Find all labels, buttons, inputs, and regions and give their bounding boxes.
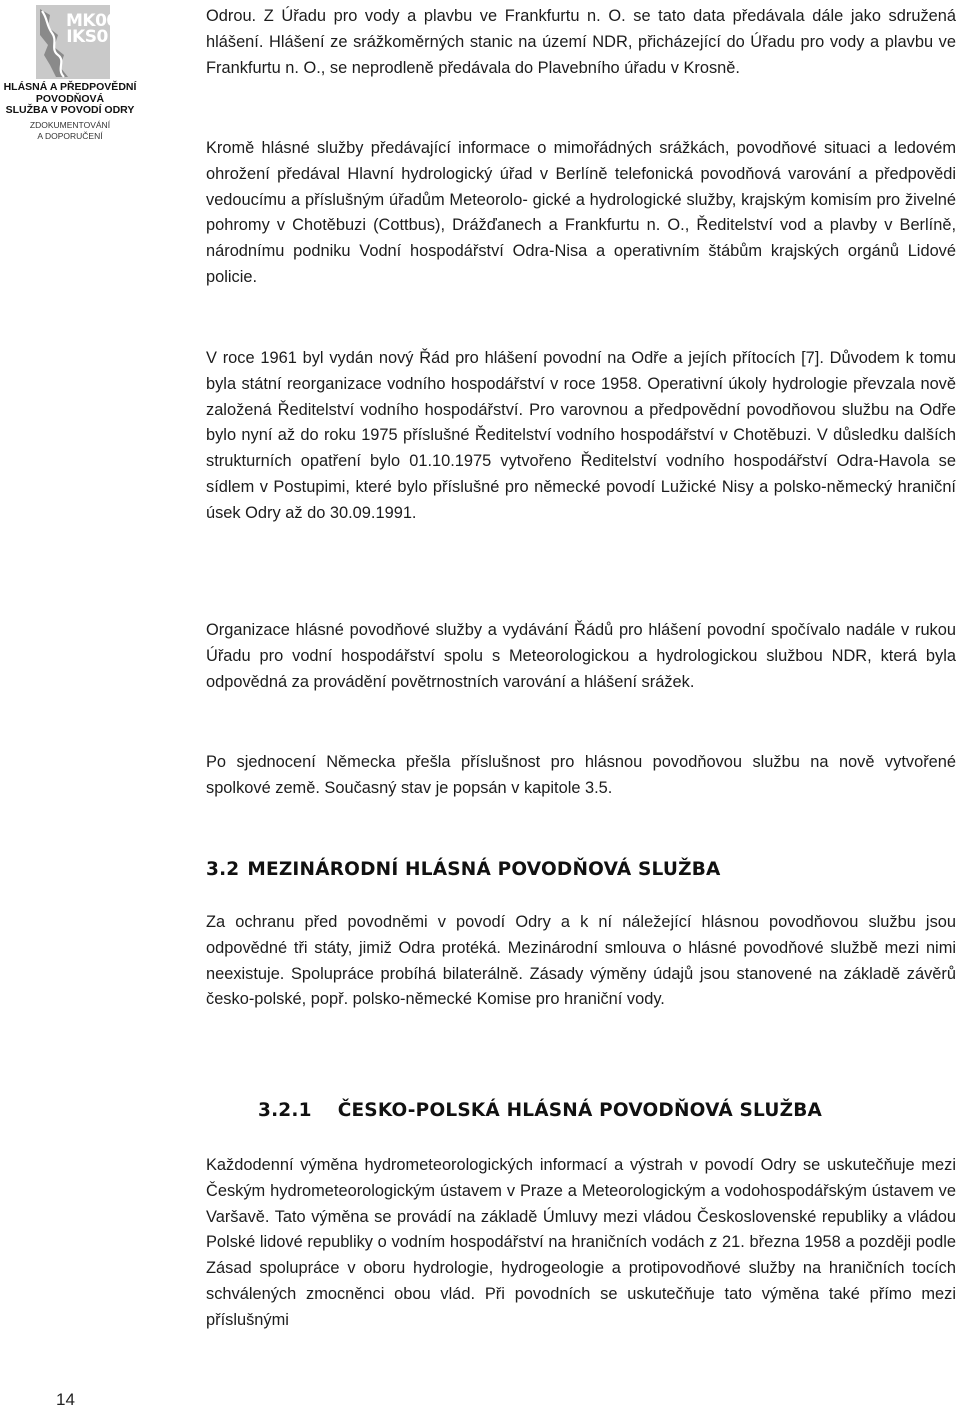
mkoo-ikso-logo [36,5,118,79]
section-heading [206,859,721,880]
publication-title-line: POVODŇOVÁ [35,92,105,105]
paragraph: Každodenní výměna hydrometeorologických informací a výstrah v povodí Odry se uskutečňuje mezi Českým hydrometeorologickým ústavem v Praze a Meteorologickým a vodohospodářským ústavem ve Varšavě. Tato výměna se provádí na základě Úmluvy mezi vládou Československé republiky a vládou Polské lidové republiky o vodním hospodářství na hraničních vodách z 21. března 1958 a později podle Zásad spolupráce v oboru hydrologie, hydrogeologie a protipovodňové služby na hraničních tocích schválených zmocněnci obou vlád. Při povodních se uskutečňuje tato výměna také přímo mezi příslušnými [206,1156,956,1329]
section-title: MEZINÁRODNÍ HLÁSNÁ POVODŇOVÁ SLUŽBA [247,859,721,880]
paragraph: Po sjednocení Německa přešla příslušnost pro hlásnou povodňovou službu na nově vytvořené spolkové země. Současný stav je popsán v kapitole 3.5. [206,753,956,797]
publication-subtitle-line: ZDOKUMENTOVÁNÍ [29,120,111,130]
publication-title-line: SLUŽBA V POVODÍ ODRY [5,104,135,116]
publication-subtitle-line: A DOPORUČENÍ [37,131,103,141]
paragraph: Za ochranu před povodněmi v povodí Odry a k ní náležející hlásnou povodňovou službu jsou odpovědné tři státy, jimiž Odra protéká. Mezinárodní smlouva o hlásné povodňové službě mezi nimi neexistuje. Spolupráce probíhá bilaterálně. Zásady výměny údajů jsou stanovené na základě závěrů česko-polské, popř. polsko-německé Komise pro hraniční vody. [206,913,956,1009]
page-number: 14 [56,1390,75,1409]
subsection-number: 3.2.1 [258,1100,312,1121]
publication-title-line: HLÁSNÁ A PŘEDPOVĚDNÍ [3,81,137,93]
publication-title [0,82,140,117]
paragraph: Odrou. Z Úřadu pro vody a plavbu ve Frankfurtu n. O. se tato data předávala dále jako sdružená hlášení. Hlášení ze srážkoměrných stanic na území NDR, přicházející do Úřadu pro vody a plavbu ve Frankfurtu n. O., se neprodleně předávala do Plavebního úřadu v Krosně. [206,7,956,77]
paragraph: Kromě hlásné služby předávající informace o mimořádných srážkách, povodňové situaci a ledovém ohrožení předával Hlavní hydrologický úřad v Berlíně telefonická povodňová varování a předpovědi vedoucímu a příslušným úřadům Meteorolo- gické a hydrologické služby, krajským komisím pro živelné pohromy v Chotěbuzi (Cottbus), Drážďanech a Frankfurtu n. O., Ředitelství vod a plavby v Berlíně, národnímu podniku Vodní hospodářství Odra-Nisa a operativním štábům krajských orgánů Lidové policie. [206,139,956,286]
sidebar [0,0,140,1409]
paragraph: V roce 1961 byl vydán nový Řád pro hlášení povodní na Odře a jejích přítocích [7]. Důvodem k tomu byla státní reorganizace vodního hospodářství v roce 1958. Operativní úkoly hydrologie převzala nově založená Ředitelství vodního hospodářství. Pro varovnou a předpovědní povodňovou službu na Odře bylo nyní až do roku 1975 příslušné Ředitelství vodního hospodářství v Chotěbuzi. V důsledku dalších strukturních opatření bylo 01.10.1975 vytvořeno Ředitelství vodního hospodářství Odra-Havola se sídlem v Postupimi, které bylo příslušné pro německé povodí Lužické Nisy a polsko-německý hraniční úsek Odry až do 30.09.1991. [206,349,956,522]
subsection-heading [258,1100,822,1121]
section-number: 3.2 [206,859,240,880]
subsection-title: ČESKO-POLSKÁ HLÁSNÁ POVODŇOVÁ SLUŽBA [337,1100,823,1121]
publication-subtitle [0,120,140,142]
paragraph: Organizace hlásné povodňové služby a vydávání Řádů pro hlášení povodní spočívalo nadále v rukou Úřadu pro vodní hospodářství spolu s Meteorologickou a hydrologickou službou NDR, která byla odpovědná za provádění povětrnostních varování a hlášení srážek. [206,621,956,691]
logo-text: MK00 IKS0 [66,11,118,47]
